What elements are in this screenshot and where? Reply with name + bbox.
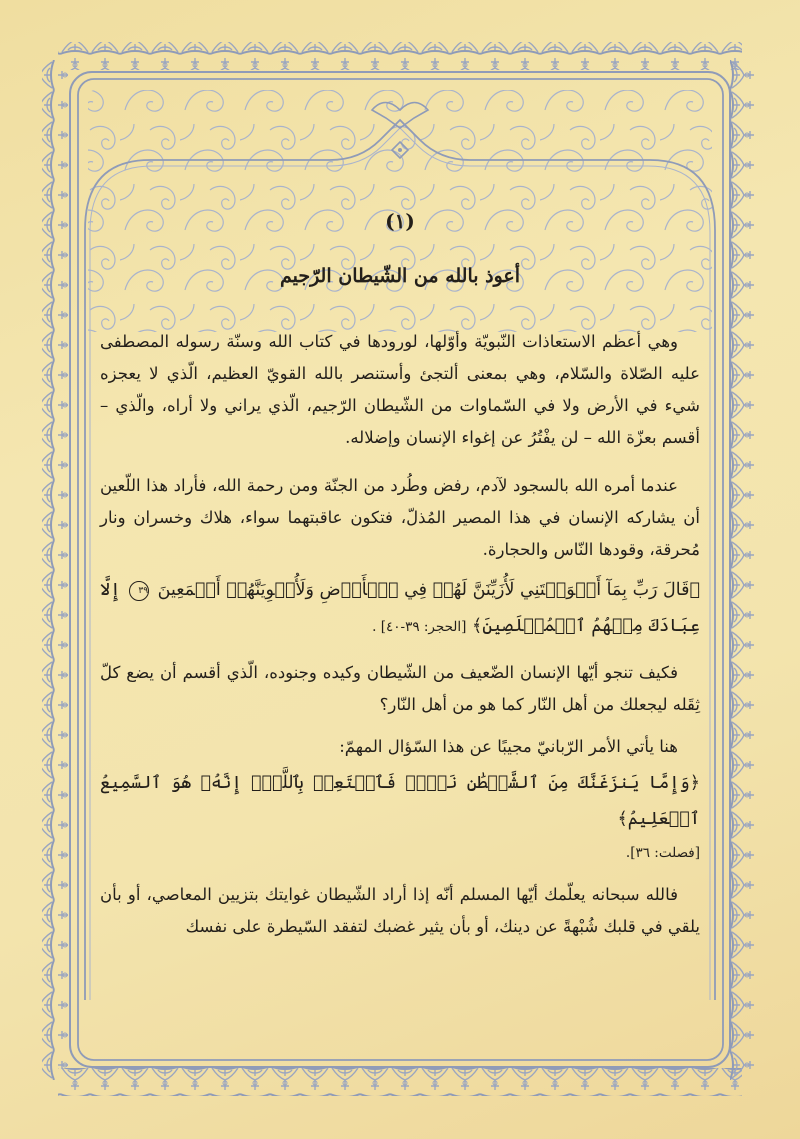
quran-verse-1 bbox=[100, 572, 700, 645]
lace-border-right bbox=[730, 60, 756, 1080]
paragraph-5 bbox=[100, 879, 700, 943]
page-content bbox=[100, 200, 700, 943]
chapter-number: (١) bbox=[385, 209, 415, 233]
verse-1-text-a: قَالَ رَبِّ بِمَآ أَغۡوَيۡتَنِي لَأُزَيِّنَنَّ لَهُمۡ فِي ٱلۡأَرۡضِ وَلَأُغۡوِيَنَّهُمۡ أَجۡمَعِينَ bbox=[157, 580, 690, 600]
paragraph-3 bbox=[100, 657, 700, 721]
lace-border-bottom bbox=[58, 1068, 742, 1096]
paragraph-2-text: عندما أمره الله بالسجود لآدم، رفض وطُرد من الجنّة ومن رحمة الله، فأراد هذا اللّعين أن يشاركه الإنسان في هذا المصير المُذلّ، فتكون عاقبتهما سواء، هلاك وخسران ونار مُحرقة، وقودها النّاس والحجارة. bbox=[100, 476, 700, 559]
verse-2-close-bracket: ﴾ bbox=[617, 809, 628, 829]
verse-1-text-b: إِلَّا عِبَادَكَ مِنۡهُمُ ٱلۡمُخۡلَصِينَ bbox=[100, 580, 700, 636]
ayah-end-marker-icon: ٣٩ bbox=[129, 581, 149, 601]
paragraph-4 bbox=[100, 731, 700, 763]
paragraph-1 bbox=[100, 326, 700, 454]
verse-1-reference: [الحجر: ٣٩-٤٠] . bbox=[372, 619, 467, 635]
chapter-title: أعوذ بالله من الشّيطان الرّجيم bbox=[279, 265, 521, 287]
paragraph-1-text: وهي أعظم الاستعاذات النّبويّة وأوّلها، لورودها في كتاب الله وسنّة رسوله المصطفى عليه الصّلاة والسّلام، وهي بمعنى ألتجئ وأستنصر بالله القويّ العظيم، الّذي لا يعجزه شيء في الأرض ولا في السّماوات من الشّيطان الرّجيم، الّذي يراني ولا أراه، والّذي – أقسم بعزّة الله – لن يفْتُرُ عن إغواء الإنسان وإضلاله. bbox=[100, 332, 700, 447]
paragraph-5-text: فالله سبحانه يعلّمك أيّها المسلم أنّه إذا أراد الشّيطان غوايتك بتزيين المعاصي، أو بأن يلقي في قلبك شُبْهةً عن دينك، أو بأن يثير غضبك لتفقد السّيطرة على نفسك bbox=[100, 885, 700, 936]
paragraph-2 bbox=[100, 470, 700, 566]
paragraph-4-text: هنا يأتي الأمر الرّبانيّ مجيبًا عن هذا السّؤال المهمّ: bbox=[339, 737, 678, 756]
paragraph-3-text: فكيف تنجو أيّها الإنسان الضّعيف من الشّيطان وكيده وجنوده، الّذي أقسم أن يضع كلّ ثِقَله ليجعلك من أهل النّار كما هو من أهل النّار؟ bbox=[100, 663, 700, 714]
verse-2-open-bracket: ﴿ bbox=[689, 773, 700, 793]
verse-2-text: وَإِمَّا يَنزَغَنَّكَ مِنَ ٱلشَّيۡطَٰنِ نَزۡغٞ فَٱسۡتَعِذۡ بِٱللَّهِۖ إِنَّهُۥ هُوَ ٱلسَّمِيعُ ٱلۡعَلِيمُ bbox=[100, 773, 700, 829]
verse-open-bracket: ﴿ bbox=[689, 580, 700, 600]
verse-close-bracket: ﴾ bbox=[472, 616, 483, 636]
lace-border-left bbox=[42, 60, 68, 1080]
lace-border-top bbox=[58, 42, 742, 70]
quran-verse-2 bbox=[100, 765, 700, 837]
verse-2-reference: [فصلت: ٣٦]. bbox=[625, 845, 700, 861]
